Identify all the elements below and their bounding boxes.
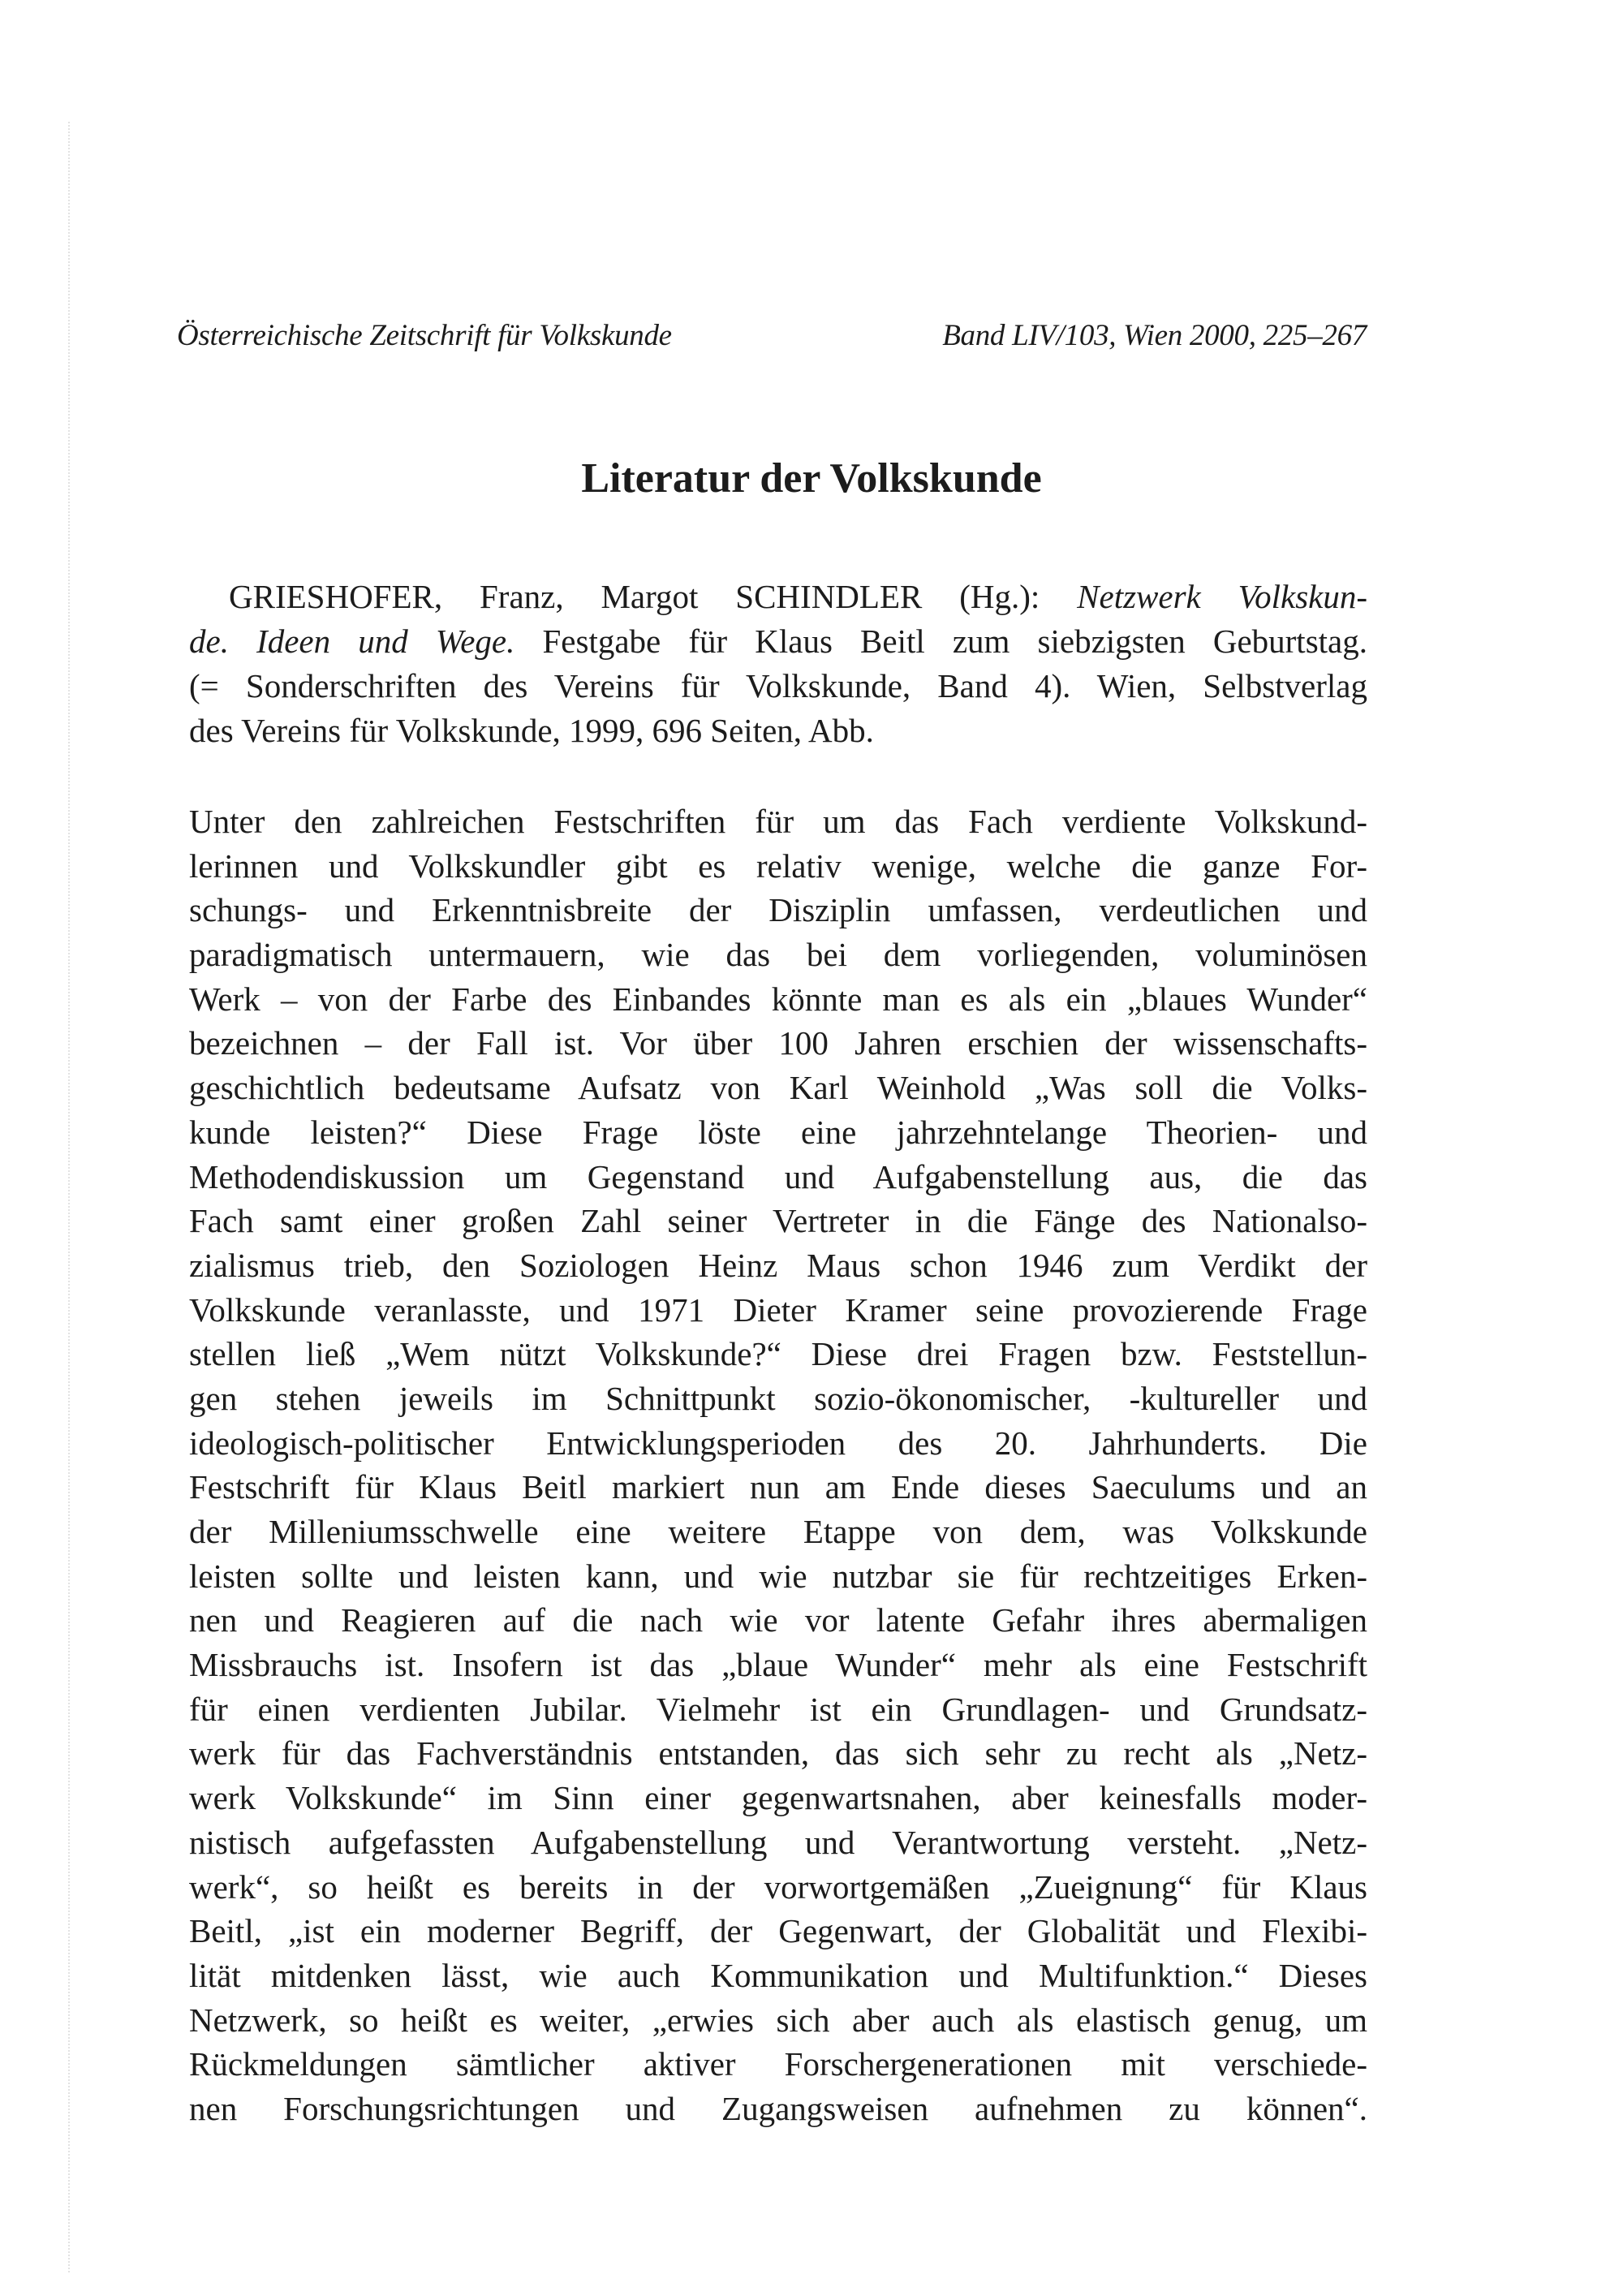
body-line: Methodendiskussion um Gegenstand und Aufgabenstellung aus, die das (189, 1157, 1367, 1195)
body-line: Unter den zahlreichen Festschriften für um das Fach verdiente Volkskund- (189, 803, 1367, 840)
reference-title-part: de. Ideen und Wege. (189, 622, 515, 660)
body-line: lität mitdenken lässt, wie auch Kommunikation und Multifunktion.“ Dieses (189, 1956, 1367, 1994)
volume-info: Band LIV/103, Wien 2000, 225–267 (942, 319, 1367, 352)
reference-line (189, 619, 1367, 664)
body-line: Beitl, „ist ein moderner Begriff, der Gegenwart, der Globalität und Flexibi- (189, 1912, 1367, 1950)
body-line: Rückmeldungen sämtlicher aktiver Forschergenerationen mit verschiede- (189, 2045, 1367, 2083)
body-line: für einen verdienten Jubilar. Vielmehr ist ein Grundlagen- und Grundsatz- (189, 1690, 1367, 1728)
body-line: bezeichnen – der Fall ist. Vor über 100 Jahren erschien der wissenschafts- (189, 1024, 1367, 1062)
body-line: schungs- und Erkenntnisbreite der Disziplin umfassen, verdeutlichen und (189, 891, 1367, 929)
body-line: leisten sollte und leisten kann, und wie nutzbar sie für rechtzeitiges Erken- (189, 1557, 1367, 1595)
review-body (189, 799, 1367, 2131)
body-line: ideologisch-politischer Entwicklungsperioden des 20. Jahrhunderts. Die (189, 1424, 1367, 1462)
section-title: Literatur der Volkskunde (581, 455, 1042, 502)
body-line: Missbrauchs ist. Insofern ist das „blaue Wunder“ mehr als eine Festschrift (189, 1646, 1367, 1684)
body-line: Volkskunde veranlasste, und 1971 Dieter Kramer seine provozierende Frage (189, 1290, 1367, 1329)
body-line: der Milleniumsschwelle eine weitere Etappe von dem, was Volkskunde (189, 1513, 1367, 1550)
body-line: nen und Reagieren auf die nach wie vor latente Gefahr ihres abermaligen (189, 1601, 1367, 1639)
body-line: stellen ließ „Wem nützt Volkskunde?“ Diese drei Fragen bzw. Feststellun- (189, 1335, 1367, 1373)
body-line: lerinnen und Volkskundler gibt es relativ wenige, welche die ganze For- (189, 846, 1367, 885)
reference-subtitle: Festgabe für Klaus Beitl zum siebzigsten Geburtstag. (514, 622, 1367, 660)
reference-authors: GRIESHOFER, Franz, Margot SCHINDLER (Hg.): (229, 578, 1078, 615)
reference-line: des Vereins für Volkskunde, 1999, 696 Seiten, Abb. (189, 712, 874, 749)
body-line: Netzwerk, so heißt es weiter, „erwies sich aber auch als elastisch genug, um (189, 2001, 1367, 2039)
body-line: nistisch aufgefassten Aufgabenstellung und Verantwortung versteht. „Netz- (189, 1823, 1367, 1861)
body-line: werk für das Fachverständnis entstanden, das sich sehr zu recht als „Netz- (189, 1734, 1367, 1773)
body-line: kunde leisten?“ Diese Frage löste eine jahrzehntelange Theorien- und (189, 1113, 1367, 1151)
body-line: Fach samt einer großen Zahl seiner Vertreter in die Fänge des Nationalso- (189, 1202, 1367, 1240)
scan-margin-artifact (68, 122, 70, 2272)
body-line: paradigmatisch untermauern, wie das bei dem vorliegenden, voluminösen (189, 936, 1367, 974)
body-line: nen Forschungsrichtungen und Zugangsweisen aufnehmen zu können“. (189, 2089, 1367, 2127)
body-line: werk Volkskunde“ im Sinn einer gegenwartsnahen, aber keinesfalls moder- (189, 1779, 1367, 1817)
body-line: Werk – von der Farbe des Einbandes könnte man es als ein „blaues Wunder“ (189, 980, 1367, 1018)
running-header (177, 318, 1367, 353)
journal-name: Österreichische Zeitschrift für Volkskunde (177, 319, 672, 352)
body-line: zialismus trieb, den Soziologen Heinz Maus schon 1946 zum Verdikt der (189, 1246, 1367, 1284)
bibliographic-reference (189, 575, 1367, 753)
body-line: gen stehen jeweils im Schnittpunkt sozio-ökonomischer, -kultureller und (189, 1379, 1367, 1417)
body-line: werk“, so heißt es bereits in der vorwortgemäßen „Zueignung“ für Klaus (189, 1867, 1367, 1906)
body-line: geschichtlich bedeutsame Aufsatz von Karl Weinhold „Was soll die Volks- (189, 1069, 1367, 1107)
body-line: Festschrift für Klaus Beitl markiert nun am Ende dieses Saeculums und an (189, 1468, 1367, 1506)
reference-title-part: Netzwerk Volkskun- (1077, 578, 1368, 615)
reference-line: (= Sonderschriften des Vereins für Volkskunde, Band 4). Wien, Selbstverlag (189, 667, 1367, 704)
reference-line (189, 575, 1367, 619)
